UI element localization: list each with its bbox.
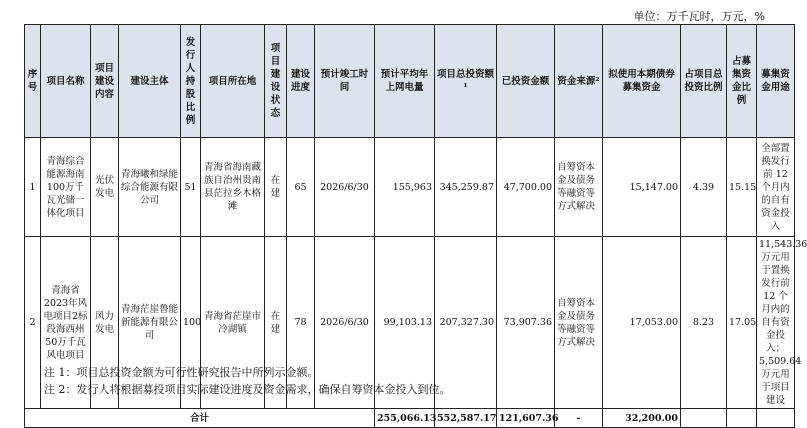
table-cell: 15.15 xyxy=(727,138,757,237)
table-cell: 全部置换发行前 12 个月内的自有资金投入 xyxy=(757,138,795,237)
table-cell: 1 xyxy=(25,138,41,237)
header-cell: 募集资金用途 xyxy=(757,25,795,138)
header-cell: 建设主体 xyxy=(119,25,181,138)
total-investment: 552,587.17 xyxy=(435,409,497,428)
header-cell: 项目所在地 xyxy=(201,25,265,138)
empty-cell xyxy=(727,409,757,428)
header-cell: 建设进度 xyxy=(287,25,315,138)
table-cell: 11,543.36 万元用于置换发行前 12 个月内的自有资金投入；5,509.64 万元用于项目建设 xyxy=(757,237,795,409)
table-cell: 2026/6/30 xyxy=(315,138,375,237)
table-cell: 47,700.00 xyxy=(497,138,555,237)
table-cell: 17.05 xyxy=(727,237,757,409)
total-source: - xyxy=(555,409,603,428)
table-cell: 在建 xyxy=(265,237,287,409)
table-cell: 青海省茫崖市冷湖镇 xyxy=(201,237,265,409)
table-cell: 自筹资本金及债务等融资等方式解决 xyxy=(555,237,603,409)
table-cell: 99,103.13 xyxy=(375,237,435,409)
header-cell: 拟使用本期债券募集资金 xyxy=(603,25,681,138)
header-cell: 已投资金额 xyxy=(497,25,555,138)
table-cell: 青海茫崖鲁能新能源有限公司 xyxy=(119,237,181,409)
table-cell: 青海省海南藏族自治州贵南县茫拉乡木格滩 xyxy=(201,138,265,237)
notes xyxy=(44,364,451,398)
table-cell: 在建 xyxy=(265,138,287,237)
header-cell: 资金来源² xyxy=(555,25,603,138)
table-cell: 2026/6/30 xyxy=(315,237,375,409)
table-cell: 青海曦和绿能综合能源有限公司 xyxy=(119,138,181,237)
table-cell: 4.39 xyxy=(681,138,727,237)
header-cell: 项目名称 xyxy=(41,25,91,138)
total-row xyxy=(25,409,795,428)
total-funds: 32,200.00 xyxy=(603,409,681,428)
header-cell: 项目建设内容 xyxy=(91,25,119,138)
header-cell: 项目建设状态 xyxy=(265,25,287,138)
table-cell: 73,907.36 xyxy=(497,237,555,409)
header-row xyxy=(25,25,795,138)
header-cell: 占募集资金比例 xyxy=(727,25,757,138)
table-cell: 17,053.00 xyxy=(603,237,681,409)
table-cell: 青海省2023年风电项目2标段海西州50万千瓦风电项目 xyxy=(41,237,91,409)
table-cell: 15,147.00 xyxy=(603,138,681,237)
table-cell: 2 xyxy=(25,237,41,409)
header-cell: 序号 xyxy=(25,25,41,138)
header-cell: 预计竣工时间 xyxy=(315,25,375,138)
table-cell: 青海综合能源海南100万千瓦光储一体化项目 xyxy=(41,138,91,237)
table-cell: 65 xyxy=(287,138,315,237)
table-cell: 51 xyxy=(181,138,201,237)
note-2: 注 2：发行人将根据募投项目实际建设进度及资金需求，确保自筹资本金投入到位。 xyxy=(44,383,451,396)
total-label: 合计 xyxy=(25,409,375,428)
unit-label: 单位：万千瓦时，万元，% xyxy=(633,10,765,23)
header-cell: 占项目总投资比例 xyxy=(681,25,727,138)
empty-cell xyxy=(757,409,795,428)
table-cell: 155,963 xyxy=(375,138,435,237)
table-cell: 207,327.30 xyxy=(435,237,497,409)
table-row xyxy=(25,138,795,237)
note-1: 注 1：项目总投资金额为可行性研究报告中所列示金额。 xyxy=(44,366,319,379)
table-cell: 8.23 xyxy=(681,237,727,409)
total-energy: 255,066.13 xyxy=(375,409,435,428)
table-cell: 100 xyxy=(181,237,201,409)
table-cell: 345,259.87 xyxy=(435,138,497,237)
header-cell: 发行人持股比例 xyxy=(181,25,201,138)
table-cell: 风力发电 xyxy=(91,237,119,409)
empty-cell xyxy=(681,409,727,428)
header-cell: 项目总投资额¹ xyxy=(435,25,497,138)
table-cell: 光伏发电 xyxy=(91,138,119,237)
table-cell: 78 xyxy=(287,237,315,409)
total-invested: 121,607.36 xyxy=(497,409,555,428)
header-cell: 预计平均年上网电量 xyxy=(375,25,435,138)
table-cell: 自筹资本金及债务等融资等方式解决 xyxy=(555,138,603,237)
